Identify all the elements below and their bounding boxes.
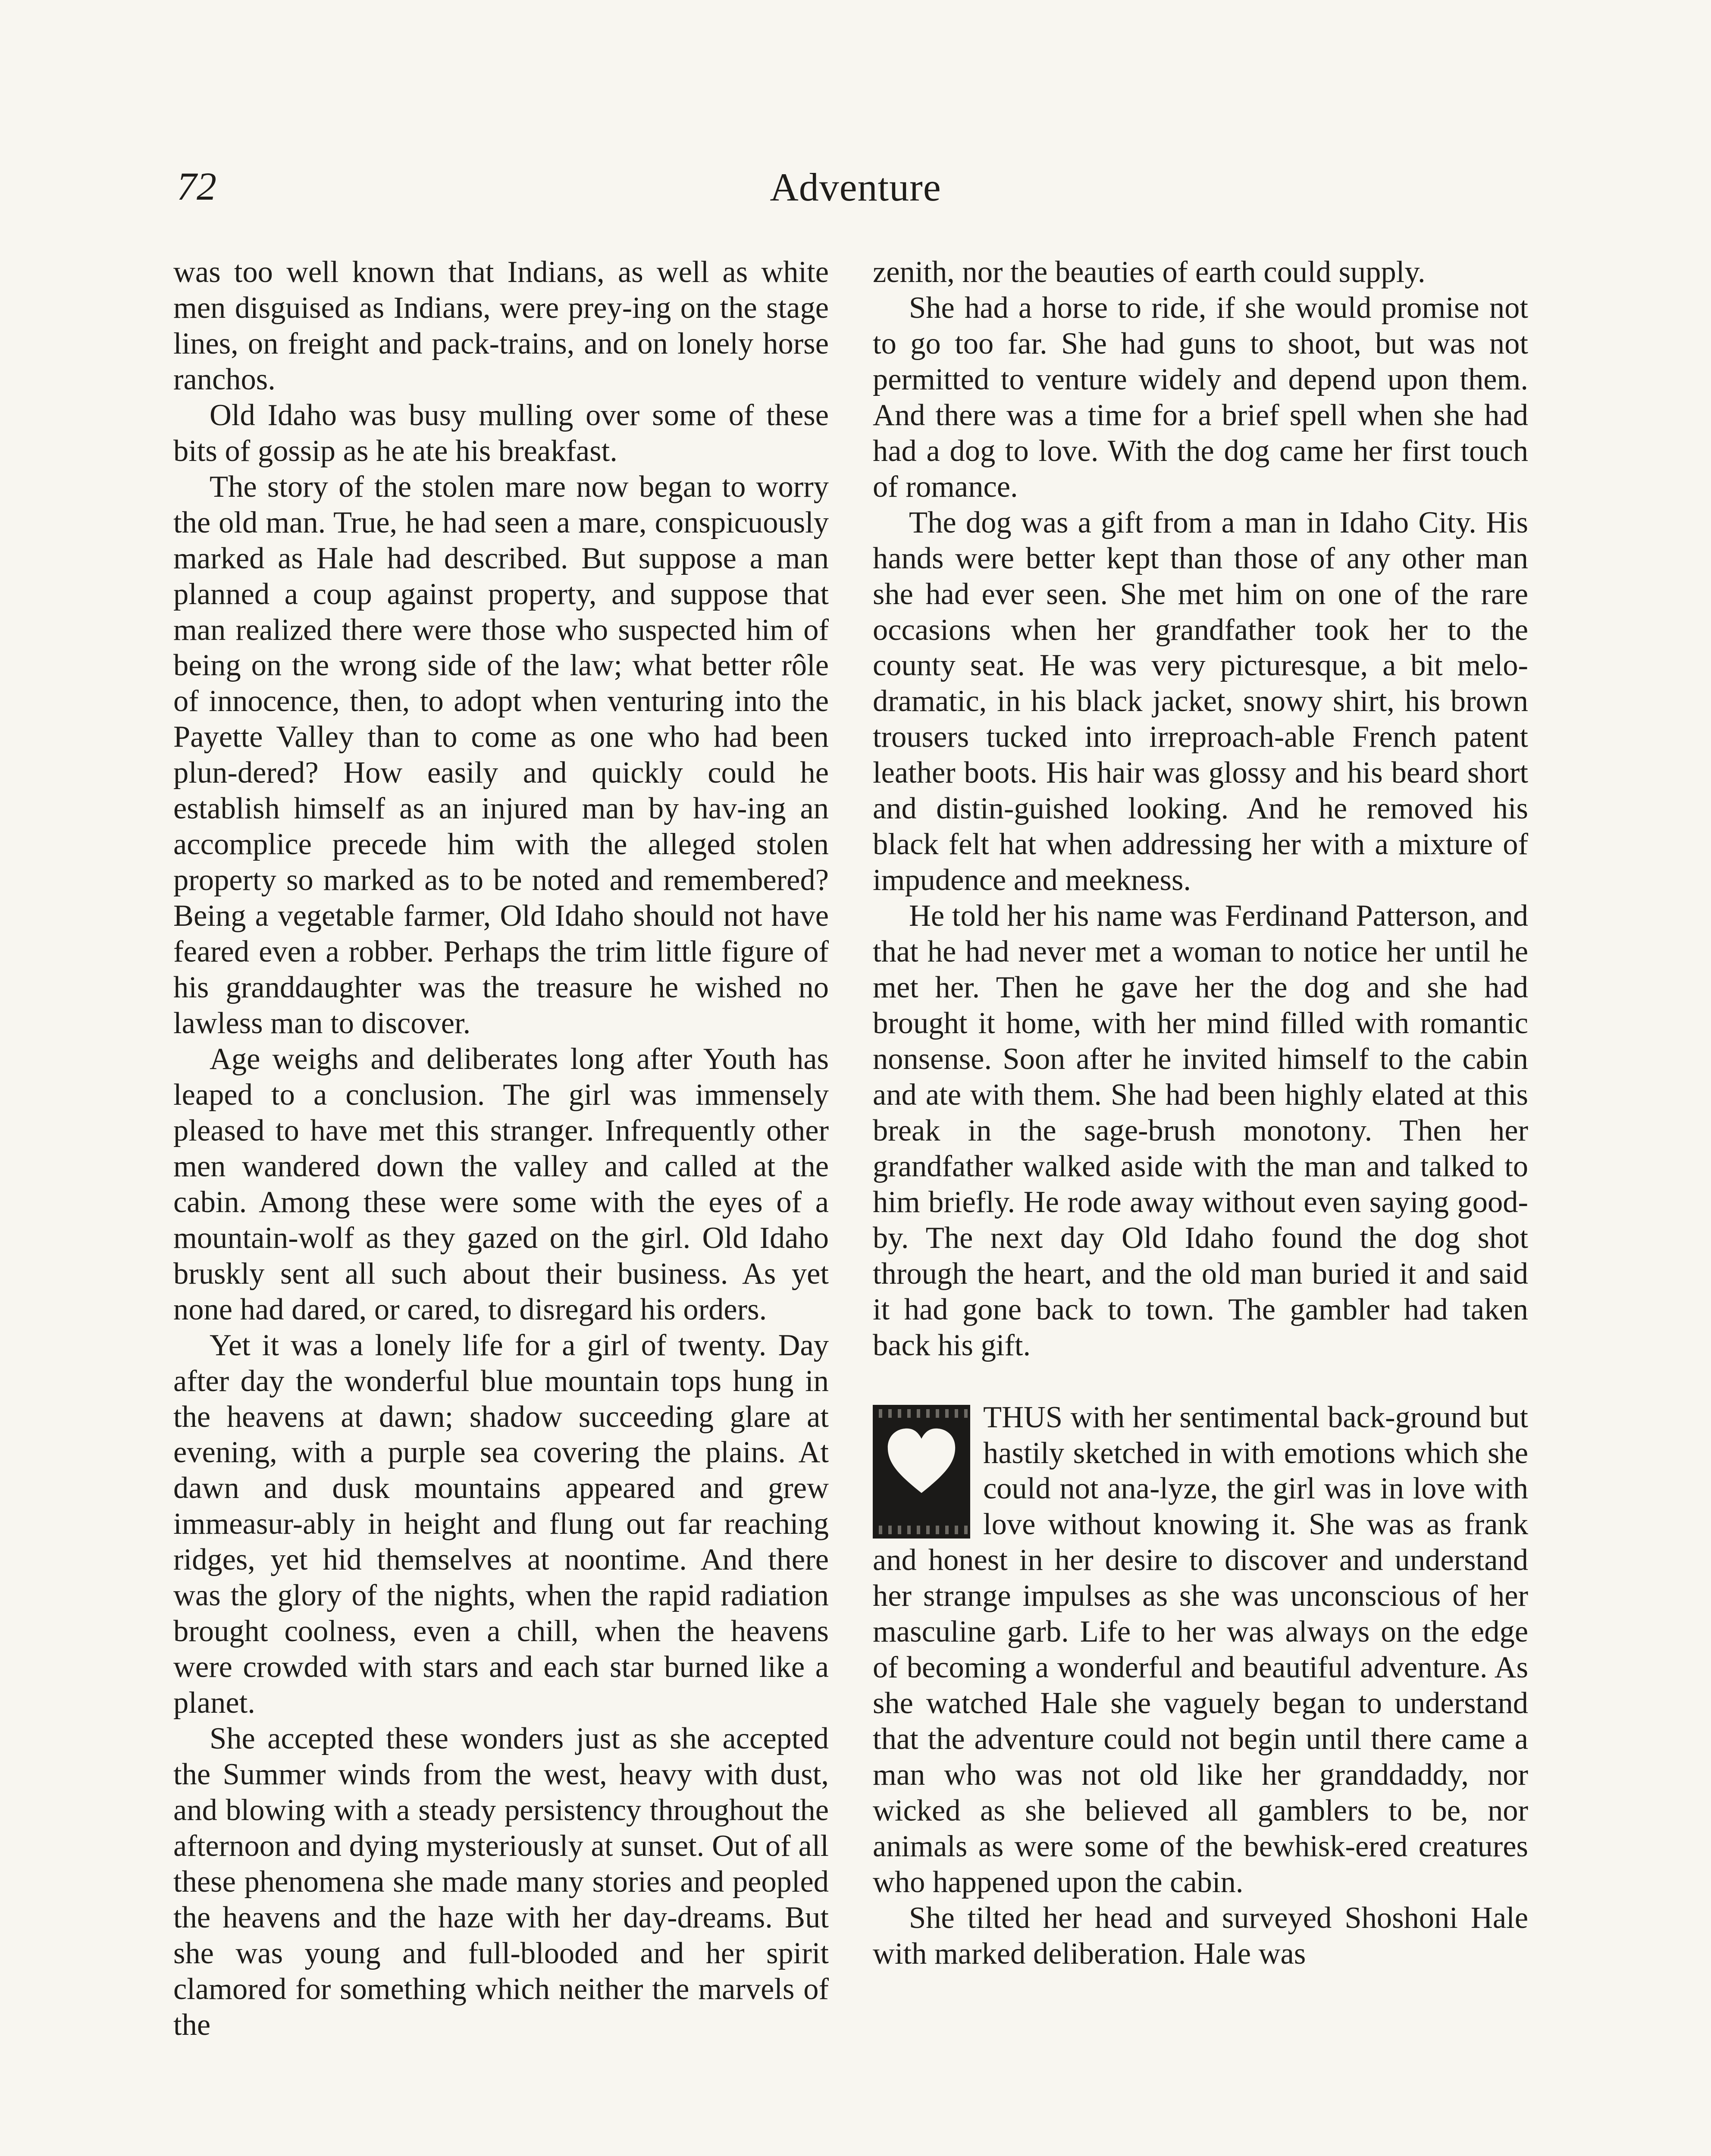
section-break bbox=[873, 1363, 1528, 1400]
paragraph: He told her his name was Ferdinand Patterson, and that he had never met a woman to notice her until he met her. Then he gave her the dog and she had brought it home, with her mind filled with romantic nonsense. Soon after he invited himself to the cabin and ate with them. She had been highly elated at this break in the sage-brush monotony. Then her grandfather walked aside with the man and talked to him briefly. He rode away without even saying good-by. The next day Old Idaho found the dog shot through the heart, and the old man buried it and said it had gone back to town. The gambler had taken back his gift. bbox=[873, 899, 1528, 1362]
drop-cap-ornament bbox=[873, 1405, 970, 1539]
paragraph: was too well known that Indians, as well as white men disguised as Indians, were prey-ing on the stage lines, on freight and pack-trains, and on lonely horse ranchos. bbox=[173, 255, 829, 396]
paragraph: zenith, nor the beauties of earth could supply. bbox=[873, 255, 1426, 289]
paragraph: The story of the stolen mare now began to worry the old man. True, he had seen a mare, conspicuously marked as Hale had described. But suppose a man planned a coup against property, and suppose that man realized there were those who suspected him of being on the wrong side of the law; what better rôle of innocence, then, to adopt when venturing into the Payette Valley than to come as one who had been plun-dered? How easily and quickly could he establish himself as an injured man by hav-ing an accomplice precede him with the alleged stolen property so marked as to be noted and remembered? Being a vegetable farmer, Old Idaho should not have feared even a robber. Perhaps the trim little figure of his granddaughter was the treasure he wished no lawless man to discover. bbox=[173, 470, 829, 1040]
paragraph: THUS with her sentimental back-ground but hastily sketched in with emotions which she could not ana-lyze, the girl was in love with love without knowing it. She was as frank and honest in her desire to discover and understand her strange impulses as she was unconscious of her masculine garb. Life to her was always on the edge of becoming a wonderful and beautiful adventure. As she watched Hale she vaguely began to understand that the adventure could not begin until there came a man who was not old like her granddaddy, nor wicked as she believed all gamblers to be, nor animals as were some of the bewhisk-ered creatures who happened upon the cabin. bbox=[873, 1400, 1528, 1899]
left-column bbox=[173, 254, 829, 2043]
heart-icon bbox=[885, 1426, 958, 1499]
paragraph: She had a horse to ride, if she would promise not to go too far. She had guns to shoot, but was not permitted to venture widely and depend upon them. And there was a time for a brief spell when she had had a dog to love. With the dog came her first touch of romance. bbox=[873, 291, 1528, 504]
running-title: Adventure bbox=[770, 165, 941, 209]
paragraph: Old Idaho was busy mulling over some of these bits of gossip as he ate his breakfast. bbox=[173, 398, 829, 468]
paragraph: She accepted these wonders just as she accepted the Summer winds from the west, heavy with dust, and blowing with a steady persistency throughout the afternoon and dying mysteriously at sunset. Out of all these phenomena she made many stories and peopled the heavens and the haze with her day-dreams. But she was young and full-blooded and her spirit clamored for something which neither the marvels of the bbox=[173, 1722, 829, 2042]
ornament-border-top bbox=[873, 1409, 970, 1418]
paragraph: The dog was a gift from a man in Idaho City. His hands were better kept than those of any other man she had ever seen. She met him on one of the rare occasions when her grandfather took her to the county seat. He was very picturesque, a bit melo-dramatic, in his black jacket, snowy shirt, his brown trousers tucked into irreproach-able French patent leather boots. His hair was glossy and his beard short and distin-guished looking. And he removed his black felt hat when addressing her with a mixture of impudence and meekness. bbox=[873, 505, 1528, 897]
paragraph: Yet it was a lonely life for a girl of twenty. Day after day the wonderful blue mountain tops hung in the heavens at dawn; shadow succeeding glare at evening, with a purple sea covering the plains. At dawn and dusk mountains appeared and grew immeasur-ably in height and flung out far reaching ridges, yet hid themselves at noontime. And there was the glory of the nights, when the rapid radiation brought coolness, even a chill, when the heavens were crowded with stars and each star burned like a planet. bbox=[173, 1328, 829, 1720]
paragraph: She tilted her head and surveyed Shoshoni Hale with marked deliberation. Hale was bbox=[873, 1901, 1528, 1971]
page-number: 72 bbox=[177, 164, 216, 208]
ornament-border-bottom bbox=[873, 1526, 970, 1534]
right-column bbox=[873, 254, 1528, 1972]
paragraph: Age weighs and deliberates long after Youth has leaped to a conclusion. The girl was immensely pleased to have met this stranger. Infrequently other men wandered down the valley and called at the cabin. Among these were some with the eyes of a mountain-wolf as they gazed on the girl. Old Idaho bruskly sent all such about their business. As yet none had dared, or cared, to disregard his orders. bbox=[173, 1042, 829, 1326]
